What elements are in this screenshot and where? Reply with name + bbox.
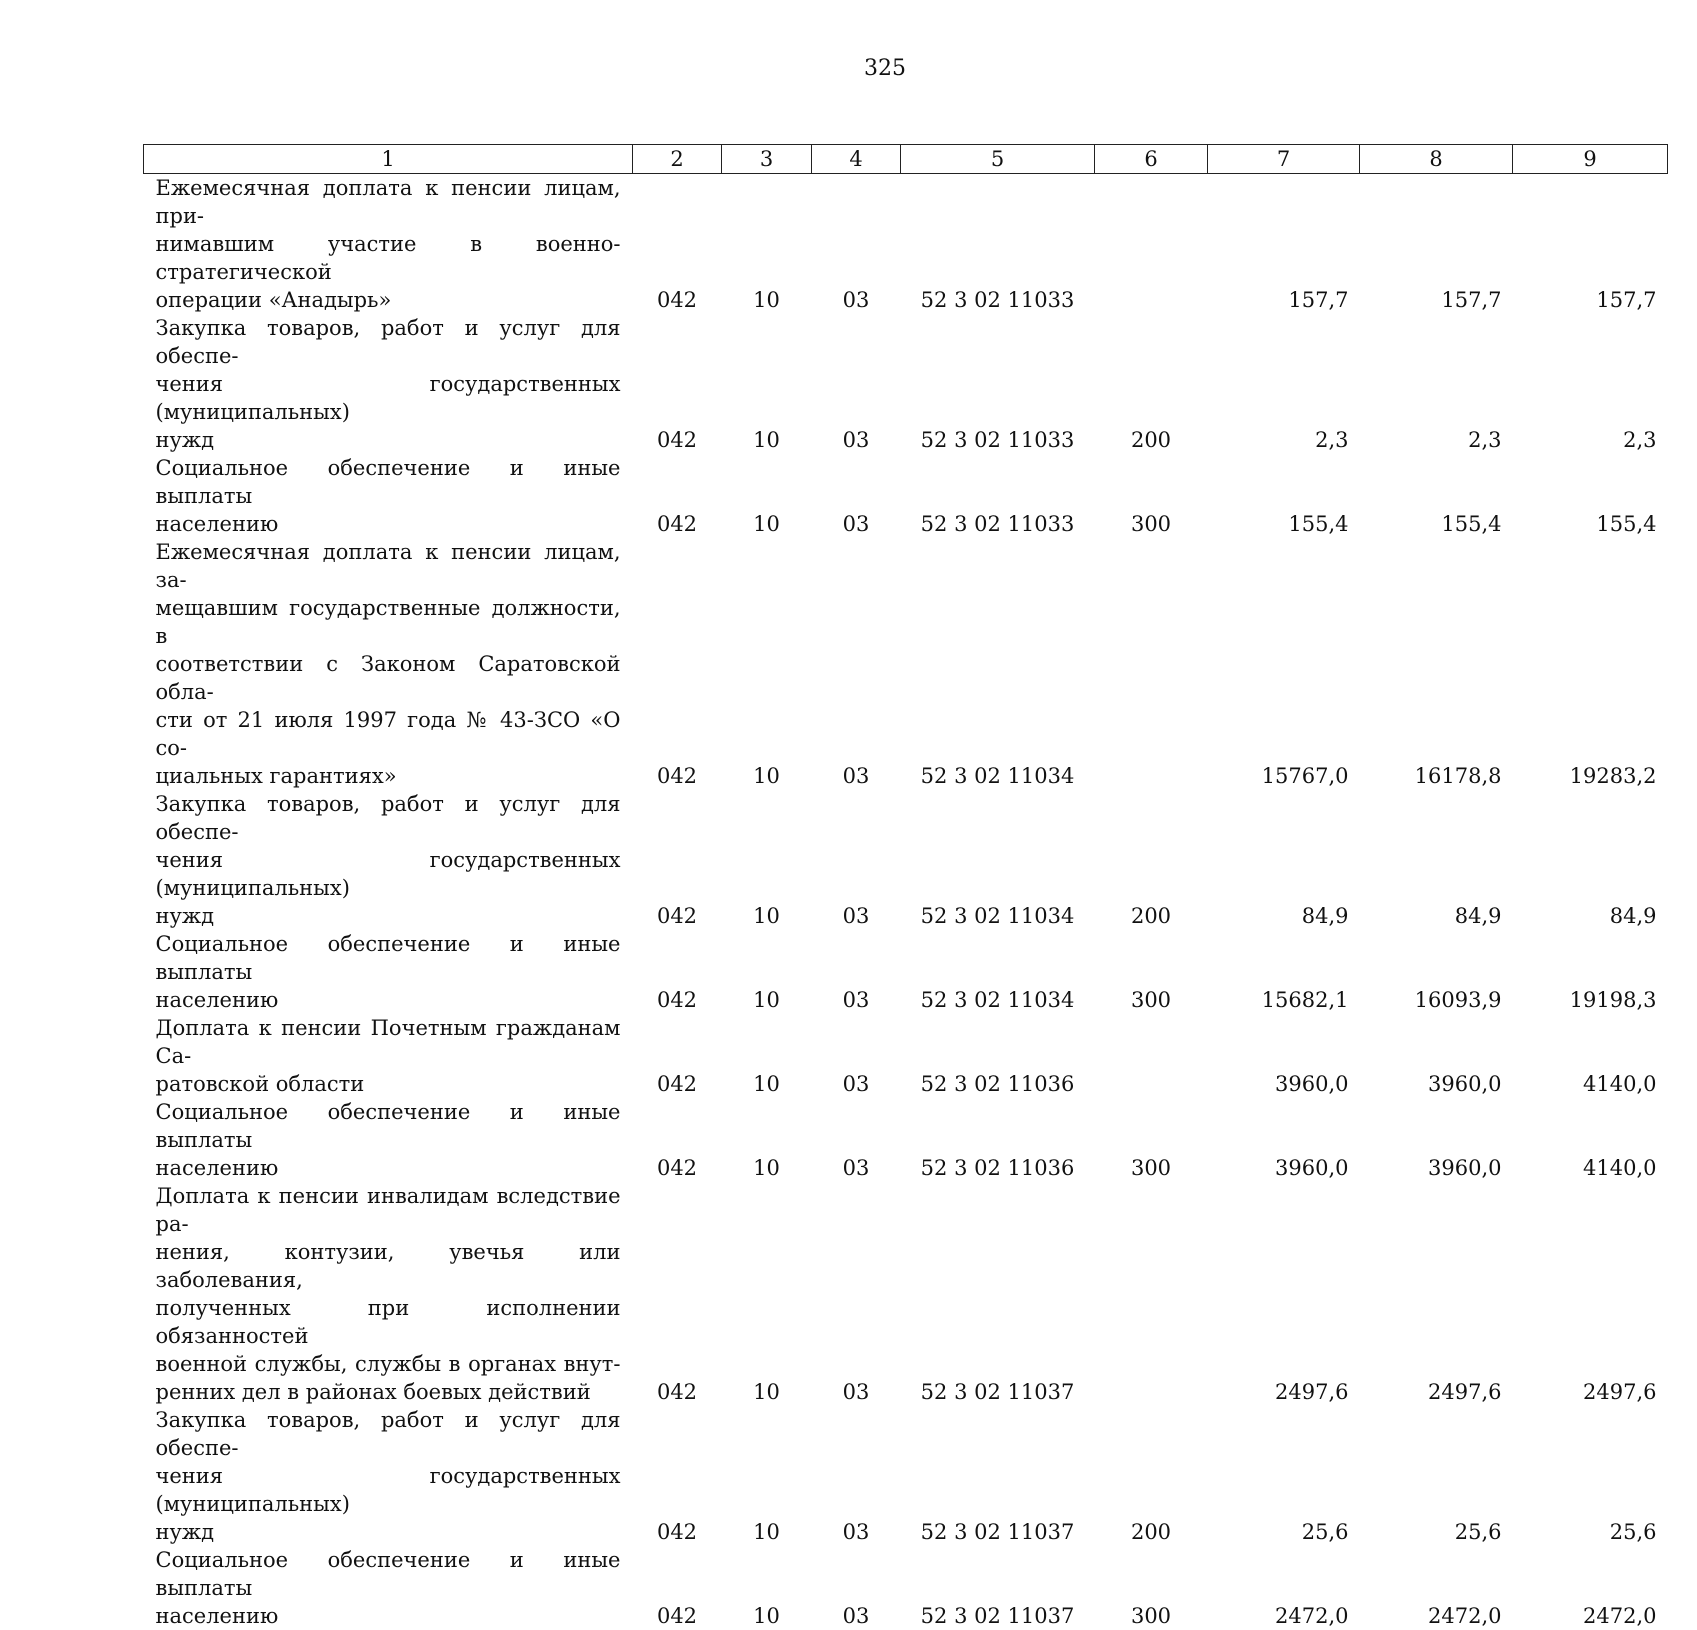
item-name-cell [144, 1098, 633, 1182]
amount-year1-cell: 25,6 [1208, 1406, 1360, 1546]
item-name-cell [144, 930, 633, 1014]
item-name-line: населению [156, 986, 621, 1014]
amount-year2-cell: 3960,0 [1360, 1014, 1513, 1098]
amount-year3-cell: 4140,0 [1513, 1098, 1668, 1182]
ministry-code-cell: 042 [633, 930, 722, 1014]
item-name-line: циальных гарантиях» [156, 762, 621, 790]
column-header-2: 2 [633, 145, 722, 174]
item-name-line: Закупка товаров, работ и услуг для обеспе- [156, 1406, 621, 1462]
item-name-line: Ежемесячная доплата к пенсии лицам, за- [156, 538, 621, 594]
section-code-cell: 10 [722, 1406, 812, 1546]
item-name-line: Ежемесячная доплата к пенсии лицам, при- [156, 174, 621, 230]
item-name-cell [144, 790, 633, 930]
item-name-line: ратовской области [156, 1070, 621, 1098]
table-body [144, 174, 1668, 1630]
amount-year1-cell: 84,9 [1208, 790, 1360, 930]
target-article-cell: 52 3 02 11034 [901, 538, 1095, 790]
item-name-line: нения, контузии, увечья или заболевания, [156, 1238, 621, 1294]
table-row [144, 1546, 1668, 1630]
amount-year2-cell: 155,4 [1360, 454, 1513, 538]
section-code-cell: 10 [722, 174, 812, 315]
item-name-cell [144, 1182, 633, 1406]
expense-type-cell [1095, 1014, 1208, 1098]
section-code-cell: 10 [722, 1098, 812, 1182]
column-header-6: 6 [1095, 145, 1208, 174]
section-code-cell: 10 [722, 790, 812, 930]
subsection-code-cell: 03 [812, 174, 901, 315]
amount-year1-cell: 155,4 [1208, 454, 1360, 538]
table-row [144, 314, 1668, 454]
ministry-code-cell: 042 [633, 314, 722, 454]
ministry-code-cell: 042 [633, 538, 722, 790]
amount-year1-cell: 15682,1 [1208, 930, 1360, 1014]
amount-year3-cell: 25,6 [1513, 1406, 1668, 1546]
item-name-line: населению [156, 1154, 621, 1182]
amount-year1-cell: 157,7 [1208, 174, 1360, 315]
expense-type-cell [1095, 174, 1208, 315]
header-row [144, 145, 1668, 174]
subsection-code-cell: 03 [812, 790, 901, 930]
amount-year3-cell: 4140,0 [1513, 1014, 1668, 1098]
item-name-line: военной службы, службы в органах внут- [156, 1350, 621, 1378]
expense-type-cell [1095, 1182, 1208, 1406]
table-row [144, 1098, 1668, 1182]
amount-year2-cell: 2497,6 [1360, 1182, 1513, 1406]
amount-year3-cell: 2472,0 [1513, 1546, 1668, 1630]
expense-type-cell: 300 [1095, 454, 1208, 538]
amount-year2-cell: 3960,0 [1360, 1098, 1513, 1182]
amount-year1-cell: 3960,0 [1208, 1014, 1360, 1098]
target-article-cell: 52 3 02 11037 [901, 1182, 1095, 1406]
item-name-line: нимавшим участие в военно-стратегической [156, 230, 621, 286]
item-name-cell [144, 1014, 633, 1098]
target-article-cell: 52 3 02 11034 [901, 790, 1095, 930]
amount-year1-cell: 2,3 [1208, 314, 1360, 454]
item-name-line: полученных при исполнении обязанностей [156, 1294, 621, 1350]
section-code-cell: 10 [722, 1546, 812, 1630]
section-code-cell: 10 [722, 454, 812, 538]
item-name-line: населению [156, 1602, 621, 1630]
expense-type-cell: 200 [1095, 1406, 1208, 1546]
amount-year1-cell: 2497,6 [1208, 1182, 1360, 1406]
amount-year3-cell: 2497,6 [1513, 1182, 1668, 1406]
ministry-code-cell: 042 [633, 454, 722, 538]
amount-year3-cell: 19283,2 [1513, 538, 1668, 790]
page-number: 325 [0, 56, 1697, 81]
table-row [144, 1406, 1668, 1546]
item-name-line: нужд [156, 902, 621, 930]
amount-year2-cell: 157,7 [1360, 174, 1513, 315]
expense-type-cell: 200 [1095, 314, 1208, 454]
table-row [144, 538, 1668, 790]
item-name-line: мещавшим государственные должности, в [156, 594, 621, 650]
table-row [144, 1014, 1668, 1098]
item-name-line: чения государственных (муниципальных) [156, 846, 621, 902]
item-name-cell [144, 454, 633, 538]
target-article-cell: 52 3 02 11036 [901, 1014, 1095, 1098]
budget-table [143, 144, 1668, 1630]
amount-year3-cell: 84,9 [1513, 790, 1668, 930]
column-header-3: 3 [722, 145, 812, 174]
target-article-cell: 52 3 02 11033 [901, 454, 1095, 538]
ministry-code-cell: 042 [633, 1546, 722, 1630]
section-code-cell: 10 [722, 314, 812, 454]
ministry-code-cell: 042 [633, 1098, 722, 1182]
subsection-code-cell: 03 [812, 1546, 901, 1630]
ministry-code-cell: 042 [633, 174, 722, 315]
subsection-code-cell: 03 [812, 930, 901, 1014]
item-name-cell [144, 538, 633, 790]
ministry-code-cell: 042 [633, 1406, 722, 1546]
target-article-cell: 52 3 02 11033 [901, 314, 1095, 454]
subsection-code-cell: 03 [812, 538, 901, 790]
item-name-line: Доплата к пенсии Почетным гражданам Са- [156, 1014, 621, 1070]
item-name-line: Доплата к пенсии инвалидам вследствие ра- [156, 1182, 621, 1238]
item-name-line: нужд [156, 426, 621, 454]
amount-year2-cell: 16178,8 [1360, 538, 1513, 790]
table-row [144, 454, 1668, 538]
item-name-line: Социальное обеспечение и иные выплаты [156, 1546, 621, 1602]
item-name-line: нужд [156, 1518, 621, 1546]
table-row [144, 790, 1668, 930]
target-article-cell: 52 3 02 11036 [901, 1098, 1095, 1182]
subsection-code-cell: 03 [812, 1098, 901, 1182]
target-article-cell: 52 3 02 11033 [901, 174, 1095, 315]
column-header-5: 5 [901, 145, 1095, 174]
item-name-line: соответствии с Законом Саратовской обла- [156, 650, 621, 706]
ministry-code-cell: 042 [633, 790, 722, 930]
column-header-1: 1 [144, 145, 633, 174]
item-name-cell [144, 1406, 633, 1546]
amount-year2-cell: 84,9 [1360, 790, 1513, 930]
column-header-9: 9 [1513, 145, 1668, 174]
expense-type-cell: 200 [1095, 790, 1208, 930]
column-header-8: 8 [1360, 145, 1513, 174]
amount-year3-cell: 155,4 [1513, 454, 1668, 538]
amount-year3-cell: 19198,3 [1513, 930, 1668, 1014]
ministry-code-cell: 042 [633, 1182, 722, 1406]
subsection-code-cell: 03 [812, 314, 901, 454]
section-code-cell: 10 [722, 930, 812, 1014]
item-name-cell [144, 314, 633, 454]
table-row [144, 1182, 1668, 1406]
item-name-line: Социальное обеспечение и иные выплаты [156, 454, 621, 510]
item-name-line: населению [156, 510, 621, 538]
target-article-cell: 52 3 02 11037 [901, 1406, 1095, 1546]
column-header-4: 4 [812, 145, 901, 174]
amount-year1-cell: 3960,0 [1208, 1098, 1360, 1182]
item-name-line: ренних дел в районах боевых действий [156, 1378, 621, 1406]
item-name-line: Закупка товаров, работ и услуг для обеспе- [156, 314, 621, 370]
target-article-cell: 52 3 02 11034 [901, 930, 1095, 1014]
item-name-line: операции «Анадырь» [156, 286, 621, 314]
amount-year1-cell: 2472,0 [1208, 1546, 1360, 1630]
amount-year2-cell: 25,6 [1360, 1406, 1513, 1546]
item-name-line: чения государственных (муниципальных) [156, 1462, 621, 1518]
section-code-cell: 10 [722, 1182, 812, 1406]
amount-year1-cell: 15767,0 [1208, 538, 1360, 790]
expense-type-cell: 300 [1095, 1546, 1208, 1630]
subsection-code-cell: 03 [812, 1182, 901, 1406]
subsection-code-cell: 03 [812, 1406, 901, 1546]
ministry-code-cell: 042 [633, 1014, 722, 1098]
item-name-line: сти от 21 июля 1997 года № 43-ЗСО «О со- [156, 706, 621, 762]
subsection-code-cell: 03 [812, 454, 901, 538]
amount-year2-cell: 2,3 [1360, 314, 1513, 454]
table-row [144, 174, 1668, 315]
target-article-cell: 52 3 02 11037 [901, 1546, 1095, 1630]
item-name-line: Социальное обеспечение и иные выплаты [156, 930, 621, 986]
section-code-cell: 10 [722, 1014, 812, 1098]
amount-year3-cell: 157,7 [1513, 174, 1668, 315]
table-row [144, 930, 1668, 1014]
item-name-cell [144, 1546, 633, 1630]
subsection-code-cell: 03 [812, 1014, 901, 1098]
section-code-cell: 10 [722, 538, 812, 790]
column-header-7: 7 [1208, 145, 1360, 174]
amount-year3-cell: 2,3 [1513, 314, 1668, 454]
expense-type-cell: 300 [1095, 930, 1208, 1014]
item-name-cell [144, 174, 633, 315]
amount-year2-cell: 16093,9 [1360, 930, 1513, 1014]
item-name-line: Закупка товаров, работ и услуг для обеспе- [156, 790, 621, 846]
item-name-line: Социальное обеспечение и иные выплаты [156, 1098, 621, 1154]
expense-type-cell: 300 [1095, 1098, 1208, 1182]
expense-type-cell [1095, 538, 1208, 790]
item-name-line: чения государственных (муниципальных) [156, 370, 621, 426]
amount-year2-cell: 2472,0 [1360, 1546, 1513, 1630]
